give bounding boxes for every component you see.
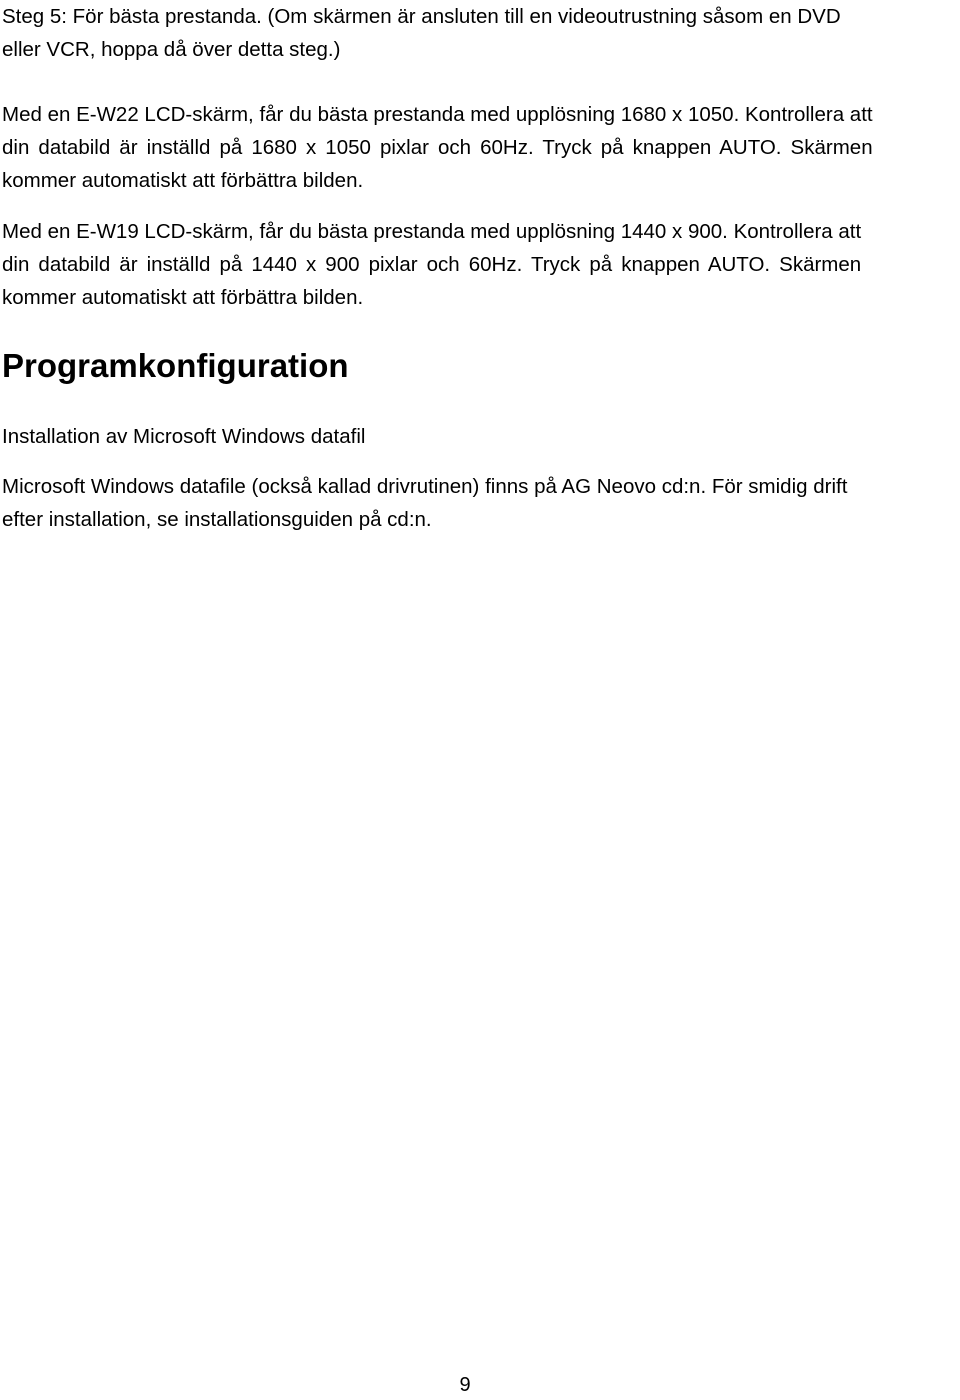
e-w22-line-2: din databild är inställd på 1680 x 1050 pixlar och 60Hz. Tryck på knappen AUTO. Skärmen — [2, 136, 873, 159]
section-subheading — [2, 420, 365, 453]
driver-paragraph — [2, 470, 847, 536]
e-w19-line-3: kommer automatiskt att förbättra bilden. — [2, 286, 364, 309]
step5-line-2: eller VCR, hoppa då över detta steg.) — [2, 38, 341, 61]
driver-line-2: efter installation, se installationsguiden på cd:n. — [2, 508, 432, 531]
e-w22-paragraph — [2, 98, 873, 197]
step5-line-1: Steg 5: För bästa prestanda. (Om skärmen är ansluten till en videoutrustning såsom en DVD — [2, 5, 841, 28]
e-w22-line-3: kommer automatiskt att förbättra bilden. — [2, 169, 364, 192]
step5-paragraph — [2, 0, 841, 66]
page-number: 9 — [459, 1374, 471, 1396]
e-w19-line-1: Med en E-W19 LCD-skärm, får du bästa prestanda med upplösning 1440 x 900. Kontrollera att — [2, 220, 862, 243]
subheading-text: Installation av Microsoft Windows datafil — [2, 425, 366, 448]
section-heading: Programkonfiguration — [2, 347, 349, 384]
e-w22-line-1: Med en E-W22 LCD-skärm, får du bästa prestanda med upplösning 1680 x 1050. Kontrollera att — [2, 103, 873, 126]
e-w19-paragraph — [2, 215, 861, 314]
e-w19-line-2: din databild är inställd på 1440 x 900 pixlar och 60Hz. Tryck på knappen AUTO. Skärmen — [2, 253, 862, 276]
driver-line-1: Microsoft Windows datafile (också kallad drivrutinen) finns på AG Neovo cd:n. För smidig drift — [2, 475, 848, 498]
